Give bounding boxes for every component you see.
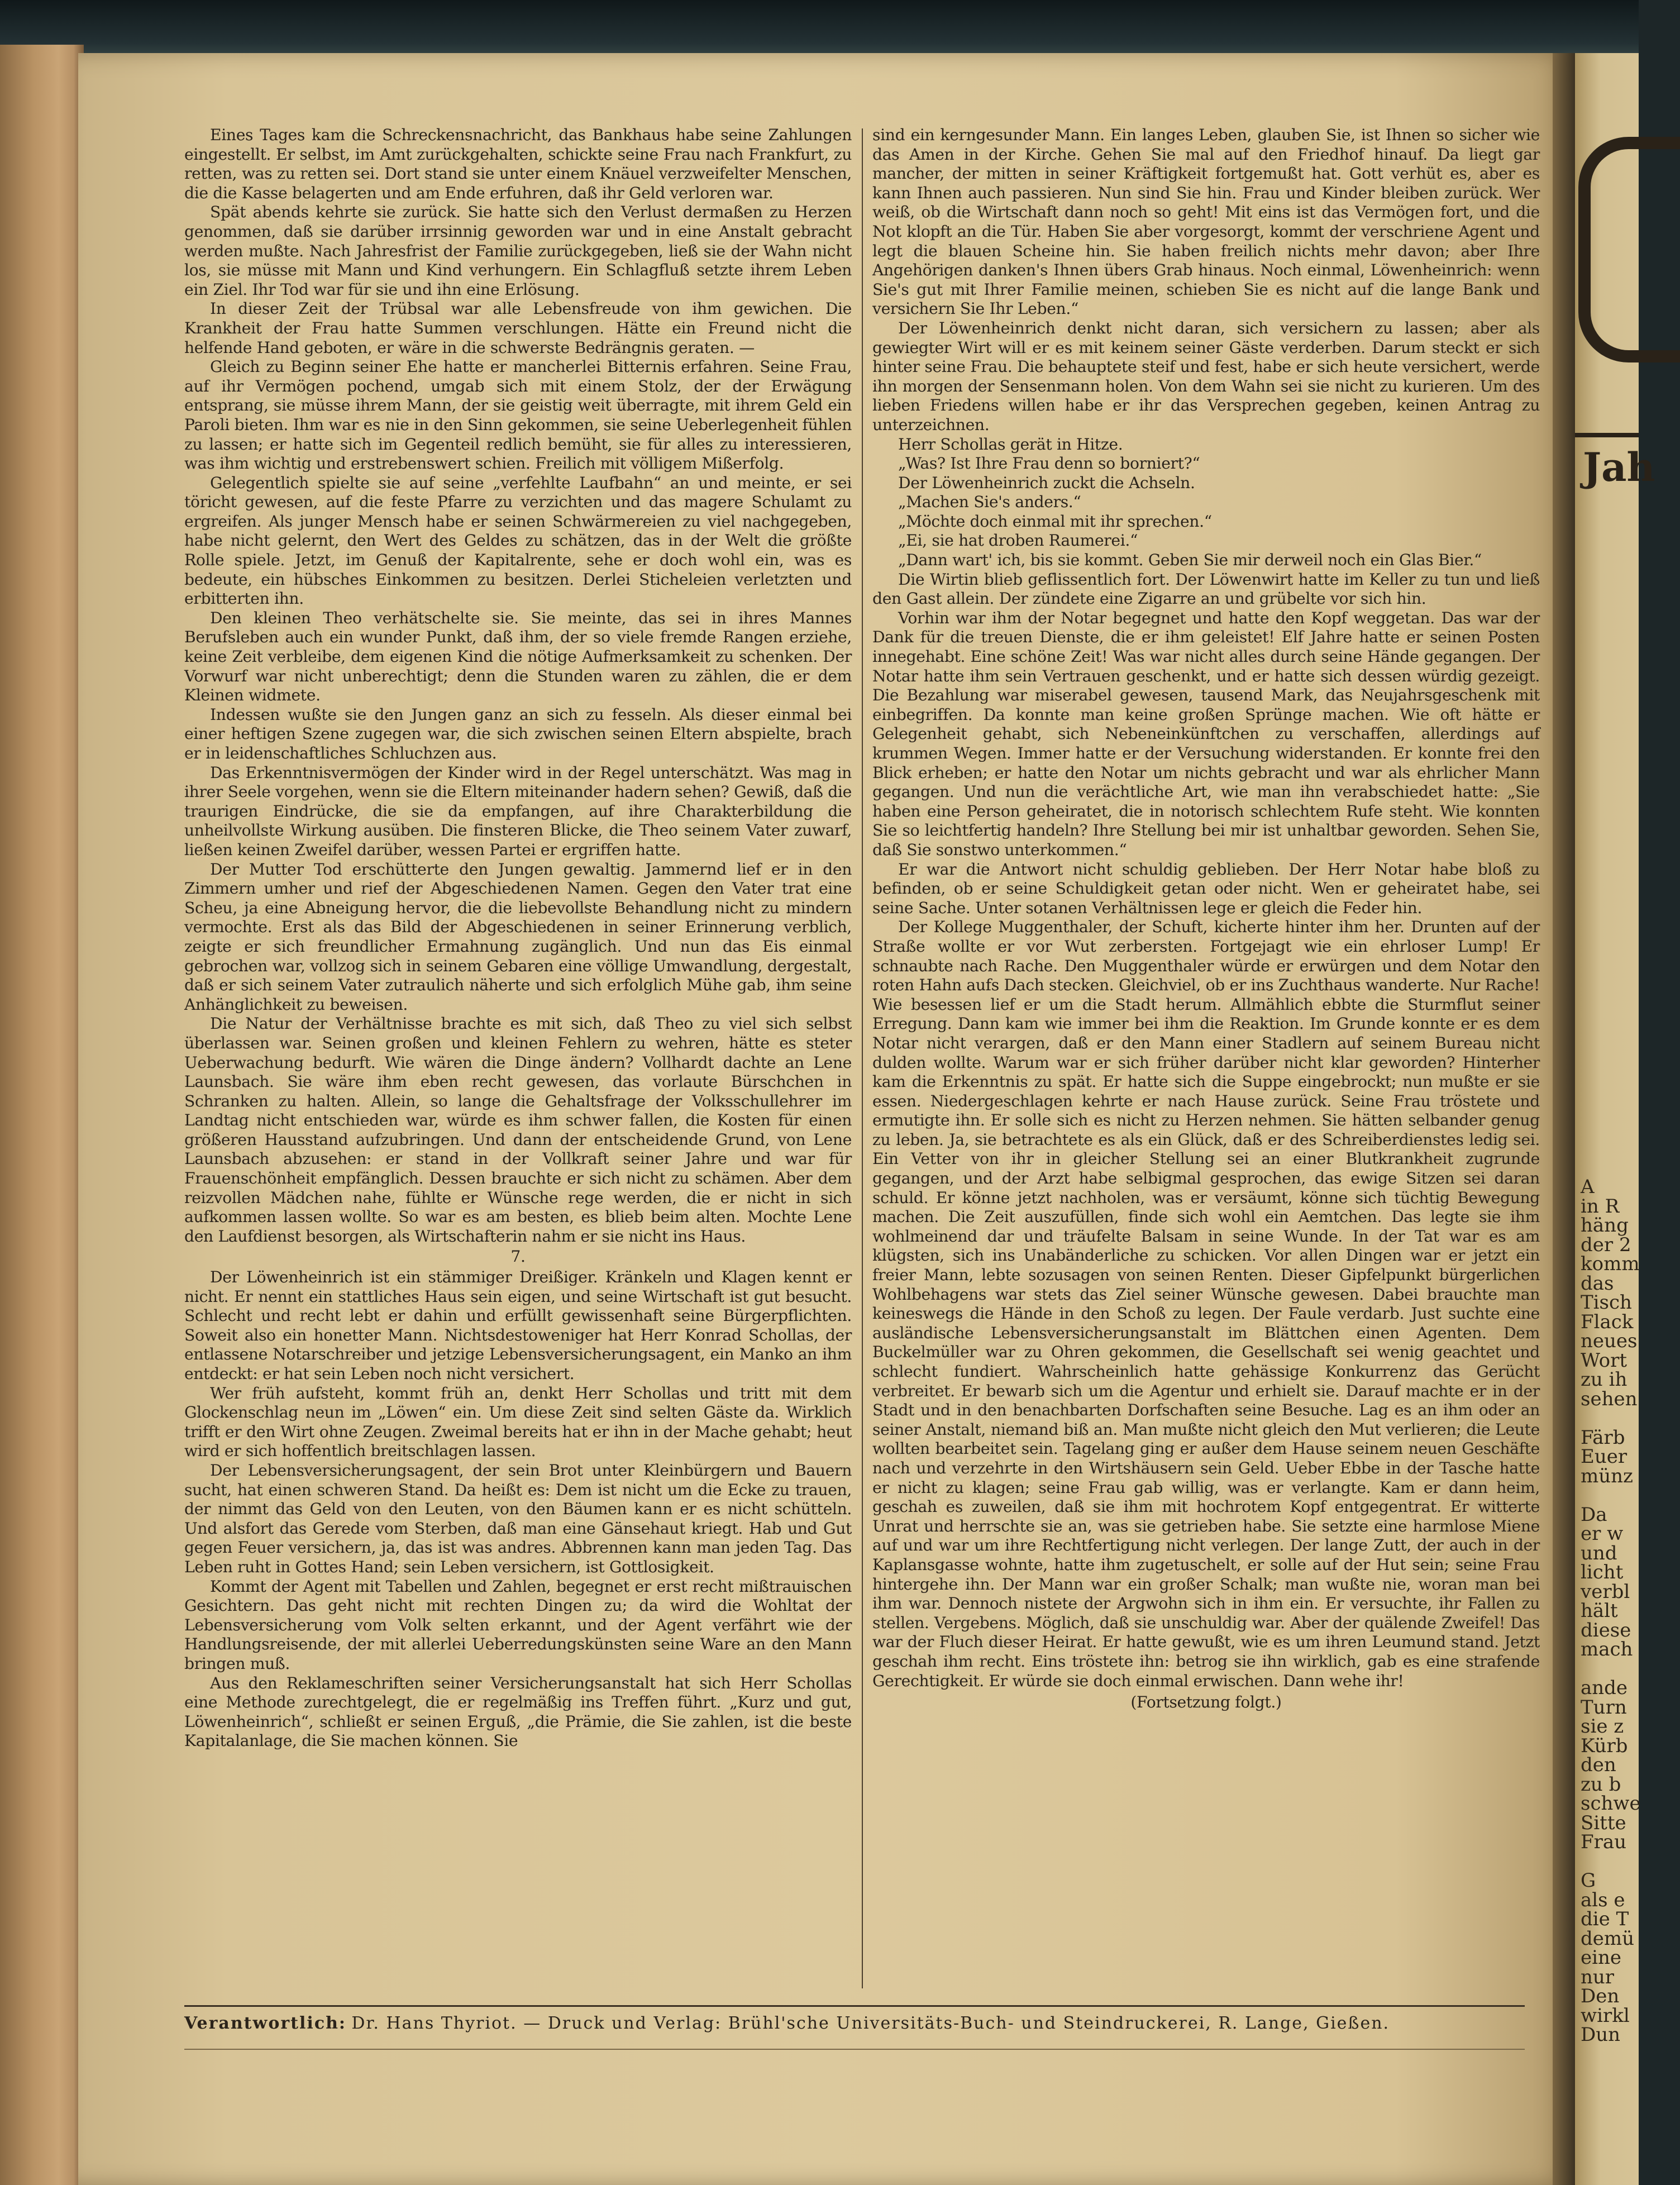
paragraph: „Möchte doch einmal mit ihr sprechen.“ [898,512,1212,531]
adjacent-page-line: Dun [1581,2024,1621,2046]
imprint-footer [184,2014,1525,2033]
adjacent-page-line: Flack [1581,1310,1634,1333]
paragraph: Der Löwenheinrich zuckt die Achseln. [898,473,1195,492]
paragraph: Wer früh aufsteht, kommt früh an, denkt Herr Schollas und tritt mit dem Glockenschlag neun im „Löwen“ ein. Um diese Zeit sind selten Gäste da. Wirklich trifft er den Wirt ohne Zeugen. Zweimal bereits hat er ihn in der Mache gehabt; heut wird er sich hoffentlich breitschlagen lassen. [184,1383,852,1461]
paragraph: Eines Tages kam die Schreckensnachricht, das Bankhaus habe seine Zahlungen eingestellt. Er selbst, im Amt zurückgehalten, schickte seine Frau nach Frankfurt, zu retten, was zu retten sei. Dort stand sie unter einem Knäuel verzweifelter Menschen, die die Kasse belagerten und am Ende erfuhren, daß ihr Geld verloren war. [184,126,852,202]
adjacent-page-line: diese [1581,1619,1631,1642]
adjacent-page-line: Da [1581,1503,1607,1526]
right-paragraphs [872,126,1540,1691]
adjacent-page-line: G [1581,1869,1596,1892]
page-gutter [1553,53,1575,2185]
adjacent-page-line: Färb [1581,1426,1625,1449]
adjacent-page-line: er w [1581,1523,1624,1545]
adjacent-page-line: den [1581,1754,1616,1776]
adjacent-page-line: licht [1581,1561,1624,1583]
paragraph: In dieser Zeit der Trübsal war alle Lebensfreude von ihm gewichen. Die Krankheit der Frau hatte Summen verschlungen. Hätte ein Freund nicht die helfende Hand geboten, er wäre in die schwerste Bedrängnis geraten. — [184,299,852,357]
paragraph: Gleich zu Beginn seiner Ehe hatte er mancherlei Bitternis erfahren. Seine Frau, auf ihr Vermögen pochend, umgab sich mit einem Stolz, der der Erwägung entsprang, sie müsse ihrem Mann, der sie geistig weit überragte, mit ihrem Geld ein Paroli bieten. Ihm war es nie in den Sinn gekommen, sie seine Ueberlegenheit fühlen zu lassen; er hatte sich im Gegenteil redlich bemüht, sie für alles zu interessieren, was ihm wichtig und erstrebenswert schien. Freilich mit völligem Mißerfolg. [184,357,852,473]
adjacent-page-line: schwe [1581,1792,1641,1815]
adjacent-page-line: Turn [1581,1696,1627,1719]
adjacent-page-line: Tisch [1581,1291,1632,1314]
adjacent-page-line: Sitte [1581,1811,1626,1834]
adjacent-page-line: verbl [1581,1580,1630,1603]
paragraph: Spät abends kehrte sie zurück. Sie hatte sich den Verlust dermaßen zu Herzen genommen, daß sie darüber irrsinnig geworden war und in eine Anstalt gebracht werden mußte. Nach Jahresfrist der Familie zurückgegeben, ließ sie der Wahn nicht los, sie müsse mit Mann und Kind verhungern. Ein Schlagfluß setzte ihrem Leben ein Ziel. Ihr Tod war für sie und ihn eine Erlösung. [184,203,852,299]
adjacent-page-line: die T [1581,1908,1629,1930]
adjacent-page-line: neues [1581,1330,1638,1352]
adjacent-page-line: eine [1581,1947,1622,1969]
section-number: 7. [510,1247,526,1266]
adjacent-page-line: hält [1581,1600,1618,1622]
paragraph: Vorhin war ihm der Notar begegnet und hatte den Kopf weggetan. Das war der Dank für die treuen Dienste, die er ihm geleistet! Elf Jahre hatte er seinen Posten innegehabt. Eine schöne Zeit! Was war nicht alles durch seine Hände gegangen. Der Notar hatte ihm sein Vertrauen geschenkt, und er hatte sich dessen würdig gezeigt. Die Bezahlung war miserabel gewesen, tausend Mark, das Neujahrsgeschenk mit einbegriffen. Da konnte man keine großen Sprünge machen. Wie oft hätte er Gelegenheit gehabt, sich Nebeneinkünftchen zu verschaffen, allerdings auf krummen Wegen. Immer hatte er der Versuchung widerstanden. Er konnte frei den Blick erheben; er hatte den Notar um nichts gebracht und war als ehrlicher Mann gegangen. Und nun die verächtliche Art, wie man ihn verabschiedet hatte: „Sie haben eine Person geheiratet, die in notorisch schlechtem Rufe steht. Wie konnten Sie so leichtfertig handeln? Ihre Stellung bei mir ist unhaltbar geworden. Sehen Sie, daß Sie sonstwo unterkommen.“ [872,608,1540,859]
paragraph: „Ei, sie hat droben Raumerei.“ [898,531,1138,550]
imprint-label: Verantwortlich: [184,2014,346,2033]
paragraph: „Dann wart' ich, bis sie kommt. Geben Sie mir derweil noch ein Glas Bier.“ [898,551,1482,570]
adjacent-page-strip [1575,53,1655,2185]
paragraph: Kommt der Agent mit Tabellen und Zahlen, begegnet er erst recht mißtrauischen Gesichtern. Das geht nicht mit rechten Dingen zu; da wird die Wohltat der Lebensversicherung vom Volk selten erkannt, und der Agent verfährt wie der Handlungsreisende, der mit allerlei Ueberredungskünsten seine Ware an den Mann bringen muß. [184,1577,852,1673]
adjacent-page-line: als e [1581,1888,1625,1911]
book-binding [0,45,84,2185]
paragraph: Indessen wußte sie den Jungen ganz an sich zu fesseln. Als dieser einmal bei einer heftigen Szene zugegen war, die sich zwischen seinen Eltern abspielte, brach er in leidenschaftliches Schluchzen aus. [184,705,852,762]
adjacent-page-line: Euer [1581,1445,1627,1468]
adjacent-page-line: Frau [1581,1831,1627,1853]
imprint-text: Dr. Hans Thyriot. — Druck und Verlag: Brühl'sche Universitäts-Buch- und Steindruckerei, R. Lange, Gießen. [351,2014,1390,2033]
adjacent-page-rule [1575,433,1639,437]
column-divider [862,128,863,1988]
left-text-column [184,126,852,1751]
paragraph: sind ein kerngesunder Mann. Ein langes Leben, glauben Sie, ist Ihnen so sicher wie das Amen in der Kirche. Gehen Sie mal auf den Friedhof hinauf. Da liegt gar mancher, der mitten in seiner Kräftigkeit fortgemußt hat. Gott verhüt es, aber es kann Ihnen auch passieren. Nun sind Sie hin. Frau und Kinder bleiben zurück. Wer weiß, ob die Wirtschaft dann noch so geht! Mit eins ist das Vermögen fort, und die Not klopft an die Tür. Haben Sie aber vorgesorgt, kommt der verschriene Agent und legt die blauen Scheine hin. Sie haben freilich nichts mehr davon; aber Ihre Angehörigen danken's Ihnen übers Grab hinaus. Noch einmal, Löwenheinrich: wenn Sie's gut mit Ihrer Familie meinen, schieben Sie es nicht auf die lange Bank und versichern Sie Ihr Leben.“ [872,126,1540,318]
continuation-note: (Fortsetzung folgt.) [1130,1693,1282,1712]
adjacent-page-line: mach [1581,1638,1633,1661]
paragraph: Das Erkenntnisvermögen der Kinder wird in der Regel unterschätzt. Was mag in ihrer Seele vorgehen, wenn sie die Eltern miteinander hadern sehen? Gewiß, daß die traurigen Eindrücke, die sie da empfangen, auf ihre Charakterbildung die unheilvollste Wirkung ausüben. Die finsteren Blicke, die Theo seinem Vater zuwarf, ließen keinen Zweifel darüber, wessen Partei er ergriffen hatte. [184,763,852,859]
adjacent-page-line: ande [1581,1677,1628,1699]
top-edge-band [0,0,1639,61]
adjacent-page-line: wirkl [1581,2004,1630,2027]
adjacent-page-line: komm [1581,1253,1640,1275]
adjacent-page-line: das [1581,1272,1614,1295]
paragraph: Der Mutter Tod erschütterte den Jungen gewaltig. Jammernd lief er in den Zimmern umher und rief der Abgeschiedenen Namen. Gegen den Vater trat eine Scheu, ja eine Abneigung hervor, die die liebevollste Behandlung nicht zu mindern vermochte. Erst als das Bild der Abgeschiedenen in seiner Erinnerung verblich, zeigte er sich freundlicher Ermahnung zugänglich. Und nun das Eis einmal gebrochen war, vollzog sich in seinem Gebaren eine völlige Umwandlung, dergestalt, daß er sich seinem Vater zutraulich näherte und sich erfolglich Mühe gab, ihm seine Anhänglichkeit zu beweisen. [184,860,852,1014]
footer-rule [184,2005,1525,2007]
paragraph: Aus den Reklameschriften seiner Versicherungsanstalt hat sich Herr Schollas eine Methode zurechtgelegt, die er regelmäßig ins Treffen führt. „Kurz und gut, Löwenheinrich“, schließt er seinen Erguß, „die Prämie, die Sie zahlen, ist die beste Kapitalanlage, die Sie machen können. Sie [184,1673,852,1750]
adjacent-page-line: Kürb [1581,1734,1628,1757]
adjacent-page-line: Den [1581,1985,1620,2007]
adjacent-page-line: A [1581,1176,1595,1198]
paragraph: Die Natur der Verhältnisse brachte es mit sich, daß Theo zu viel sich selbst überlassen war. Seinen großen und kleinen Fehlern zu wehren, hätte es steter Ueberwachung bedurft. Wie wären die Dinge ändern? Vollhardt dachte an Lene Launsbach. Sie wäre ihm eben recht gewesen, das vorlaute Bürschchen in Schranken zu halten. Allein, so lange die Gehaltsfrage der Volksschullehrer im Landtag nicht entschieden war, würde es ihm schwer fallen, die Kosten für einen größeren Hausstand aufzubringen. Und dann der entscheidende Grund, von Lene Launsbach abzusehen: er stand in der Vollkraft seiner Jahre und war für Frauenschönheit empfänglich. Dessen brauchte er sich nicht zu schämen. Aber dem reizvollen Mädchen nahe, fühlte er Wünsche rege werden, die er nicht in sich aufkommen lassen wollte. So war es am besten, es blieb beim alten. Mochte Lene den Laufdienst besorgen, als Wirtschafterin nahm er sie nicht ins Haus. [184,1014,852,1246]
bottom-rule [184,2049,1525,2050]
adjacent-page-line: münz [1581,1464,1633,1487]
paragraph: Die Wirtin blieb geflissentlich fort. Der Löwenwirt hatte im Keller zu tun und ließ den Gast allein. Der zündete eine Zigarre an und grübelte vor sich hin. [872,570,1540,608]
paragraph: Den kleinen Theo verhätschelte sie. Sie meinte, das sei in ihres Mannes Berufsleben auch ein wunder Punkt, daß ihm, der so viele fremde Rangen erziehe, keine Zeit verbleibe, dem eigenen Kind die nötige Aufmerksamkeit zu schenken. Der Vorwurf war nicht unberechtigt; denn die Stunden waren zu zählen, die er dem Kleinen widmete. [184,608,852,705]
adjacent-page-heading: Jah [1583,444,1655,490]
adjacent-page-line: und [1581,1542,1617,1564]
adjacent-page-line: nur [1581,1965,1615,1988]
paragraph: Der Löwenheinrich ist ein stämmiger Dreißiger. Kränkeln und Klagen kennt er nicht. Er nennt ein stattliches Haus sein eigen, und seine Wirtschaft ist gut besucht. Schlecht und recht lebt er dahin und erfüllt gewissenhaft seine Bürgerpflichten. Soweit also ein honetter Mann. Nichtsdestoweniger hat Herr Konrad Schollas, der entlassene Notarschreiber und jetzige Lebensversicherungsagent, ein Manko an ihm entdeckt: er hat sein Leben noch nicht versichert. [184,1268,852,1383]
paragraph: Gelegentlich spielte sie auf seine „verfehlte Laufbahn“ an und meinte, er sei töricht gewesen, auf die feste Pfarre zu verzichten und das magere Schulamt zu ergreifen. Als junger Mensch habe er seinen Schwärmereien zu viel nachgegeben, habe nicht gelernt, den Wert des Geldes zu schätzen, das in der Welt die größte Rolle spiele. Jetzt, im Genuß der Kapitalrente, sehe er doch wohl ein, was es bedeute, ein hübsches Einkommen zu besitzen. Derlei Sticheleien verletzten und erbitterten ihn. [184,473,852,608]
adjacent-page-line: sie z [1581,1715,1624,1738]
paragraph: „Machen Sie's anders.“ [898,493,1081,512]
paragraph: Der Löwenheinrich denkt nicht daran, sich versichern zu lassen; aber als gewiegter Wirt will er es mit keinem seiner Gäste verderben. Darum steckt er sich hinter seine Frau. Die behauptete steif und fest, habe er sich heute versichert, werde ihn morgen der Sensenmann holen. Von dem Wahn sei sie nicht zu kurieren. Um des lieben Friedens willen habe er ihr das Versprechen gegeben, keinen Antrag zu unterzeichnen. [872,318,1540,434]
adjacent-page-line: sehen [1581,1387,1638,1410]
adjacent-page-line: häng [1581,1214,1629,1237]
adjacent-page-line: Wort [1581,1349,1627,1372]
adjacent-page-line: demü [1581,1927,1635,1950]
masthead-logo-fragment [1578,137,1680,362]
paragraph: „Was? Ist Ihre Frau denn so borniert?“ [898,454,1200,473]
adjacent-page-line: der 2 [1581,1233,1631,1256]
left-paragraphs-part-1 [184,126,852,1246]
adjacent-page-line: in R [1581,1195,1620,1218]
adjacent-page-line: zu ih [1581,1368,1627,1391]
paragraph: Der Kollege Muggenthaler, der Schuft, kicherte hinter ihm her. Drunten auf der Straße wollte er vor Wut zerbersten. Fortgejagt wie ein ehrloser Lump! Er schnaubte nach Rache. Den Muggenthaler würde er erwürgen und dem Notar den roten Hahn aufs Dach stecken. Gleichviel, ob er ins Zuchthaus wanderte. Nur Rache! Wie besessen lief er um die Stadt herum. Allmählich ebbte die Sturmflut seiner Erregung. Dann kam wie immer bei ihm die Reaktion. Im Grunde konnte er es dem Notar nicht verargen, daß er den Mann einer Stadlern auf seinem Bureau nicht dulden wollte. Warum war er sich früher darüber nicht klar geworden? Hinterher kam die Erkenntnis zu spät. Er hatte sich die Suppe eingebrockt; nun mußte er sie essen. Niedergeschlagen kehrte er nach Hause zurück. Seine Frau tröstete und ermutigte ihn. Er solle sich es nicht zu Herzen nehmen. Sie hätten selbander genug zu leben. Ja, sie betrachtete es als ein Glück, daß er des Schreiberdienstes ledig sei. Ein Vetter von ihr in gleicher Stellung sei an einer Blutkrankheit zugrunde gegangen, und der Arzt habe selbigmal gesprochen, das ewige Sitzen sei daran schuld. Er könne jetzt nachholen, was er versäumt, könne sich tüchtig Bewegung machen. Die Zeit auszufüllen, finde sich wohl ein Aemtchen. Das legte sie ihm wohlmeinend dar und träufelte Balsam in seine Wunde. In der Tat war es am klügsten, sich ins Unabänderliche zu schicken. Vor allen Dingen war er jetzt ein freier Mann, lebte sozusagen von seinen Renten. Dieser Gipfelpunkt bürgerlichen Wohlbehagens war stets das Ziel seiner Wünsche gewesen. Dabei brauchte man keineswegs die Hände in den Schoß zu legen. Der Faule verdarb. Just suchte eine ausländische Lebensversicherungsanstalt im Blättchen einen Agenten. Dem Buckelmüller war zu Ohren gekommen, die Gesellschaft sei wenig geachtet und schlecht fundiert. Wahrscheinlich hatte gehässige Konkurrenz das Gerücht verbreitet. Er bewarb sich um die Agentur und erhielt sie. Darauf machte er in der Stadt und in den benachbarten Dorfschaften seine Besuche. Lag es an ihm oder an seiner Anstalt, niemand biß an. Man mußte nicht gleich den Mut verlieren; die Leute wollten bearbeitet sein. Tagelang ging er außer dem Hause seinem neuen Geschäfte nach und verzehrte in den Wirtshäusern sein Geld. Ueber Ebbe in der Tasche hatte er nicht zu klagen; seine Frau gab willig, was er verlangte. Kam er dann heim, geschah es zuweilen, daß sie ihm mit hochrotem Kopf entgegentrat. Er witterte Unrat und herrschte sie an, was sie getrieben habe. Sie setzte eine harmlose Miene auf und war um ihre Rechtfertigung nicht verlegen. Der lange Zutt, der auch in der Kaplansgasse wohnte, hatte ihm zugetuschelt, er solle auf der Hut sein; seine Frau hintergehe ihn. Der Mann war ein großer Schalk; man wußte nie, woran man bei ihm war. Dennoch nistete der Argwohn sich in ihm ein. Er versuchte, ihr Fallen zu stellen. Vergebens. Möglich, daß sie unschuldig war. Aber der quälende Zweifel! Das war der Fluch dieser Heirat. Er hatte gewußt, wie es um ihren Leumund stand. Jetzt geschah ihm recht. Eins tröstete ihn: betrog sie ihn wirklich, gab es eine strafende Gerechtigkeit. Er würde sie doch einmal erwischen. Dann wehe ihr! [872,918,1540,1690]
right-text-column [872,126,1540,1712]
adjacent-page-line: zu b [1581,1773,1621,1796]
paragraph: Herr Schollas gerät in Hitze. [898,435,1123,454]
paragraph: Er war die Antwort nicht schuldig geblieben. Der Herr Notar habe bloß zu befinden, ob er seine Schuldigkeit getan oder nicht. Wen er geheiratet habe, sei seine Sache. Unter sotanen Verhältnissen lege er gleich die Feder hin. [872,860,1540,917]
paragraph: Der Lebensversicherungsagent, der sein Brot unter Kleinbürgern und Bauern sucht, hat einen schweren Stand. Da heißt es: Dem ist nicht um die Ecke zu trauen, der nimmt das Geld von den Leuten, von den Bäumen kann er es nicht schütteln. Und alsfort das Gerede vom Sterben, daß man eine Gänsehaut kriegt. Hab und Gut gegen Feuer versichern, ja, das ist was andres. Abbrennen kann man jeden Tag. Das Leben ruht in Gottes Hand; sein Leben versichern, ist Gottlosigkeit. [184,1461,852,1576]
left-paragraphs-part-2 [184,1268,852,1751]
